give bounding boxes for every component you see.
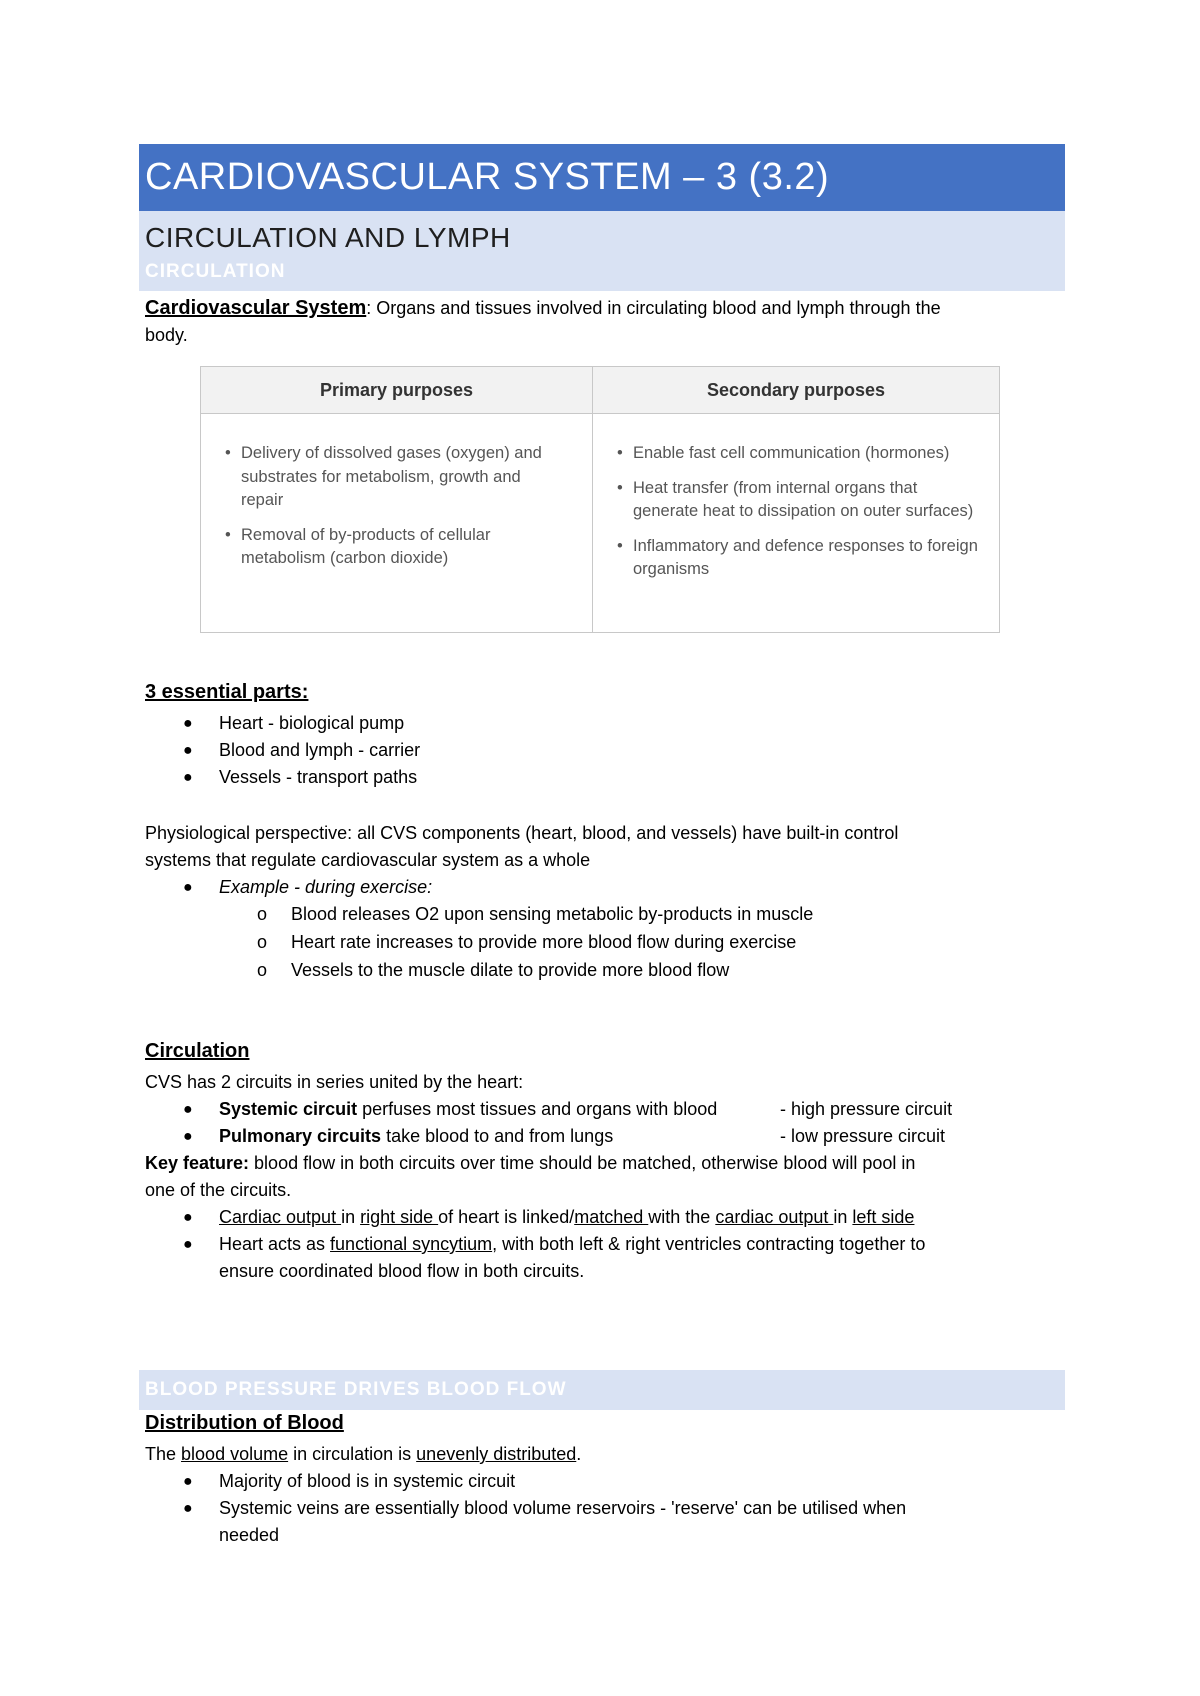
table-divider xyxy=(592,367,593,632)
subtitle: CIRCULATION AND LYMPH xyxy=(145,222,511,253)
circle-bullet-icon: o xyxy=(257,960,268,980)
secondary-item: • Heat transfer (from internal organs that generate heat to dissipation on outer surfaces) xyxy=(615,477,985,524)
bullet-icon: ● xyxy=(183,742,193,759)
list-item: o Heart rate increases to provide more blood flow during exercise xyxy=(145,929,1045,957)
list-item: ● Vessels - transport paths xyxy=(145,764,1045,791)
section-heading-circulation: CIRCULATION xyxy=(145,261,286,282)
circle-bullet-icon: o xyxy=(257,932,268,952)
cvs-term: Cardiovascular System xyxy=(145,297,367,319)
bullet-icon: ● xyxy=(183,715,193,732)
list-item: ● Majority of blood is in systemic circuit xyxy=(145,1468,1065,1495)
purposes-table xyxy=(200,366,1000,633)
cvs-text: Organs and tissues involved in circulating blood and lymph through the xyxy=(371,298,941,318)
circulation-heading: Circulation xyxy=(145,1040,250,1062)
secondary-purposes-header: Secondary purposes xyxy=(593,367,999,414)
systemic-item: ● Systemic circuit perfuses most tissues and organs with blood - high pressure circuit xyxy=(145,1096,1065,1123)
key-feature: Key feature: blood flow in both circuits over time should be matched, otherwise blood will pool in one of the circuits. xyxy=(145,1153,916,1200)
cvs-definition xyxy=(145,295,1065,349)
list-item: ● Blood and lymph - carrier xyxy=(145,737,1045,764)
bullet-icon: ● xyxy=(183,1101,193,1118)
list-item: o Vessels to the muscle dilate to provide more blood flow xyxy=(145,957,1045,985)
section-bar-blood-pressure xyxy=(139,1370,1065,1410)
primary-purposes-cell xyxy=(223,442,563,582)
cardiac-output-item: ● Cardiac output in right side of heart is linked/matched with the cardiac output in left side xyxy=(145,1204,1065,1231)
distribution-intro: The blood volume in circulation is unevenly distributed. xyxy=(145,1444,582,1464)
physiological-perspective: Physiological perspective: all CVS components (heart, blood, and vessels) have built-in control systems that regulate cardiovascular system as a whole xyxy=(145,823,899,870)
bullet-icon: ● xyxy=(183,1128,193,1145)
circulation-intro: CVS has 2 circuits in series united by the heart: xyxy=(145,1072,524,1092)
distribution-heading: Distribution of Blood xyxy=(145,1412,344,1434)
essential-parts-list xyxy=(145,710,1045,791)
list-item: o Blood releases O2 upon sensing metabolic by-products in muscle xyxy=(145,901,1045,929)
pulmonary-item: ● Pulmonary circuits take blood to and from lungs - low pressure circuit xyxy=(145,1123,1065,1150)
list-item: ● Heart - biological pump xyxy=(145,710,1045,737)
bullet-icon: ● xyxy=(183,1473,193,1490)
example-item: ● Example - during exercise: xyxy=(145,874,1065,901)
example-sublist xyxy=(145,901,1045,985)
essential-parts-heading: 3 essential parts: xyxy=(145,681,309,703)
syncytium-item: ● Heart acts as functional syncytium, with both left & right ventricles contracting together to ensure coordinated blood flow in both circuits. xyxy=(145,1231,1065,1285)
primary-purposes-header: Primary purposes xyxy=(201,367,592,414)
primary-item: • Removal of by-products of cellular metabolism (carbon dioxide) xyxy=(223,524,563,571)
list-item: ● Systemic veins are essentially blood volume reservoirs - 'reserve' can be utilised when needed xyxy=(145,1495,1065,1549)
section-heading-blood-pressure: BLOOD PRESSURE DRIVES BLOOD FLOW xyxy=(145,1379,567,1400)
primary-item: • Delivery of dissolved gases (oxygen) and substrates for metabolism, growth and repair xyxy=(223,442,563,513)
cvs-colon: : xyxy=(366,298,372,318)
cvs-text-line2: body. xyxy=(145,325,188,345)
secondary-item: • Enable fast cell communication (hormones) xyxy=(615,442,985,466)
bullet-icon: ● xyxy=(183,879,193,896)
bullet-icon: ● xyxy=(183,1209,193,1226)
bullet-icon: ● xyxy=(183,1236,193,1253)
page-title: CARDIOVASCULAR SYSTEM – 3 (3.2) xyxy=(139,144,1065,211)
secondary-purposes-cell xyxy=(615,442,985,593)
bullet-icon: ● xyxy=(183,769,193,786)
secondary-item: • Inflammatory and defence responses to foreign organisms xyxy=(615,535,985,582)
subtitle-bar xyxy=(139,211,1065,291)
circle-bullet-icon: o xyxy=(257,904,268,924)
bullet-icon: ● xyxy=(183,1500,193,1517)
